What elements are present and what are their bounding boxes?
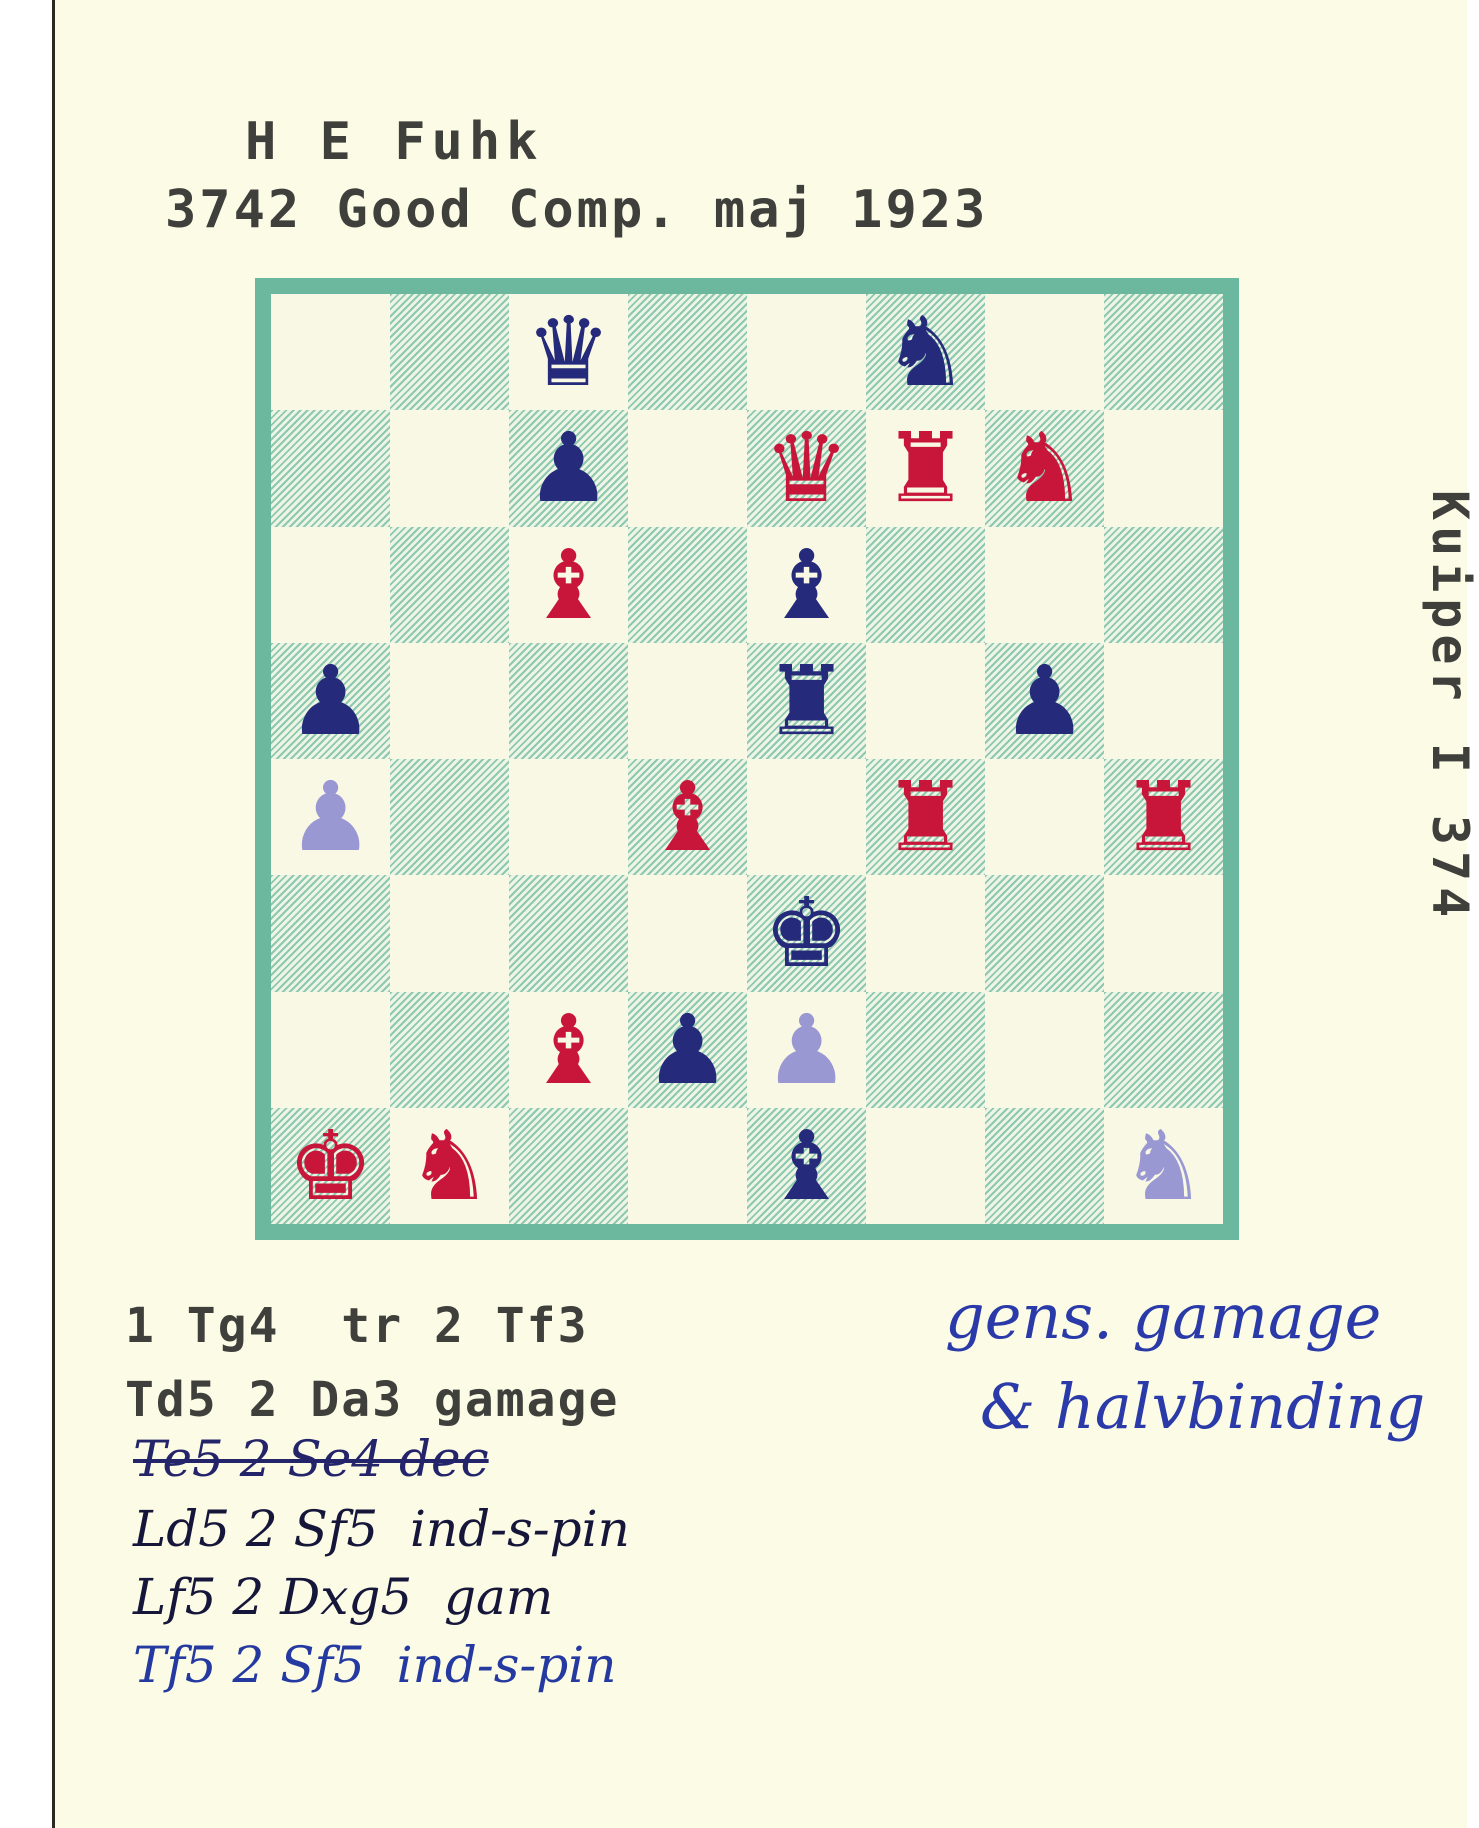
- square-e7: [747, 410, 866, 526]
- square-e2: [747, 992, 866, 1108]
- blue-pawn-piece: ♟: [287, 644, 374, 757]
- side-label: Kuiper I 374: [1421, 490, 1479, 924]
- square-b4: [390, 759, 509, 875]
- square-c6: [509, 527, 628, 643]
- square-h2: [1104, 992, 1223, 1108]
- square-f5: [866, 643, 985, 759]
- blue-bishop-piece: ♝: [763, 1109, 850, 1222]
- red-knight-piece: ♞: [1001, 412, 1088, 525]
- square-h8: [1104, 294, 1223, 410]
- blue-pawn-piece: ♟: [525, 412, 612, 525]
- square-a4: [271, 759, 390, 875]
- solution-line-1: 1 Tg4 tr 2 Tf3: [125, 1298, 589, 1354]
- square-h6: [1104, 527, 1223, 643]
- square-c4: [509, 759, 628, 875]
- chess-board: [255, 278, 1239, 1240]
- square-d3: [628, 875, 747, 991]
- square-e8: [747, 294, 866, 410]
- square-h1: [1104, 1108, 1223, 1224]
- square-d7: [628, 410, 747, 526]
- square-e3: [747, 875, 866, 991]
- square-h4: [1104, 759, 1223, 875]
- square-c8: [509, 294, 628, 410]
- blue-bishop-piece: ♝: [763, 528, 850, 641]
- red-queen-piece: ♛: [763, 412, 850, 525]
- red-rook-piece: ♜: [882, 412, 969, 525]
- square-g8: [985, 294, 1104, 410]
- square-g6: [985, 527, 1104, 643]
- square-g7: [985, 410, 1104, 526]
- square-d2: [628, 992, 747, 1108]
- square-f8: [866, 294, 985, 410]
- square-a6: [271, 527, 390, 643]
- blue-pawn-piece: ♟: [644, 993, 731, 1106]
- square-d1: [628, 1108, 747, 1224]
- square-a2: [271, 992, 390, 1108]
- solution-line-2: Td5 2 Da3 gamage: [125, 1372, 620, 1428]
- square-c5: [509, 643, 628, 759]
- lavender-pawn-piece: ♟: [763, 993, 850, 1106]
- square-c7: [509, 410, 628, 526]
- red-rook-piece: ♜: [882, 761, 969, 874]
- square-f4: [866, 759, 985, 875]
- square-d4: [628, 759, 747, 875]
- square-b2: [390, 992, 509, 1108]
- problem-source: 3742 Good Comp. maj 1923: [165, 180, 989, 240]
- square-g2: [985, 992, 1104, 1108]
- handwritten-note-4: Tf5 2 Sf5 ind-s-pin: [133, 1636, 617, 1694]
- handwritten-remark-1: gens. gamage: [945, 1280, 1382, 1353]
- square-f1: [866, 1108, 985, 1224]
- square-a5: [271, 643, 390, 759]
- square-c1: [509, 1108, 628, 1224]
- lavender-pawn-piece: ♟: [287, 761, 374, 874]
- board-squares: [271, 294, 1223, 1224]
- square-b6: [390, 527, 509, 643]
- square-c3: [509, 875, 628, 991]
- square-f6: [866, 527, 985, 643]
- red-rook-piece: ♜: [1120, 761, 1207, 874]
- square-b7: [390, 410, 509, 526]
- square-f7: [866, 410, 985, 526]
- square-e1: [747, 1108, 866, 1224]
- square-g3: [985, 875, 1104, 991]
- square-b5: [390, 643, 509, 759]
- red-knight-piece: ♞: [406, 1109, 493, 1222]
- red-bishop-piece: ♝: [525, 528, 612, 641]
- square-h7: [1104, 410, 1223, 526]
- red-bishop-piece: ♝: [644, 761, 731, 874]
- square-g5: [985, 643, 1104, 759]
- handwritten-note-2: Ld5 2 Sf5 ind-s-pin: [133, 1500, 630, 1558]
- square-g4: [985, 759, 1104, 875]
- square-a1: [271, 1108, 390, 1224]
- square-h5: [1104, 643, 1223, 759]
- square-f3: [866, 875, 985, 991]
- square-b3: [390, 875, 509, 991]
- square-a8: [271, 294, 390, 410]
- red-king-piece: ♚: [287, 1109, 374, 1222]
- square-d6: [628, 527, 747, 643]
- problem-card: [52, 0, 1479, 1828]
- red-bishop-piece: ♝: [525, 993, 612, 1106]
- square-a7: [271, 410, 390, 526]
- handwritten-remark-2: & halvbinding: [980, 1370, 1426, 1443]
- blue-rook-piece: ♜: [763, 644, 850, 757]
- blue-queen-piece: ♛: [525, 296, 612, 409]
- square-b1: [390, 1108, 509, 1224]
- blue-knight-piece: ♞: [882, 296, 969, 409]
- square-a3: [271, 875, 390, 991]
- square-d5: [628, 643, 747, 759]
- square-b8: [390, 294, 509, 410]
- handwritten-note-3: Lf5 2 Dxg5 gam: [133, 1568, 554, 1626]
- blue-pawn-piece: ♟: [1001, 644, 1088, 757]
- author-name: H E Fuhk: [245, 112, 544, 172]
- square-e4: [747, 759, 866, 875]
- handwritten-note-1: Te5 2 Se4 dec: [133, 1430, 489, 1488]
- square-c2: [509, 992, 628, 1108]
- square-e5: [747, 643, 866, 759]
- square-f2: [866, 992, 985, 1108]
- square-h3: [1104, 875, 1223, 991]
- square-e6: [747, 527, 866, 643]
- square-g1: [985, 1108, 1104, 1224]
- blue-king-piece: ♚: [763, 877, 850, 990]
- lavender-knight-piece: ♞: [1120, 1109, 1207, 1222]
- square-d8: [628, 294, 747, 410]
